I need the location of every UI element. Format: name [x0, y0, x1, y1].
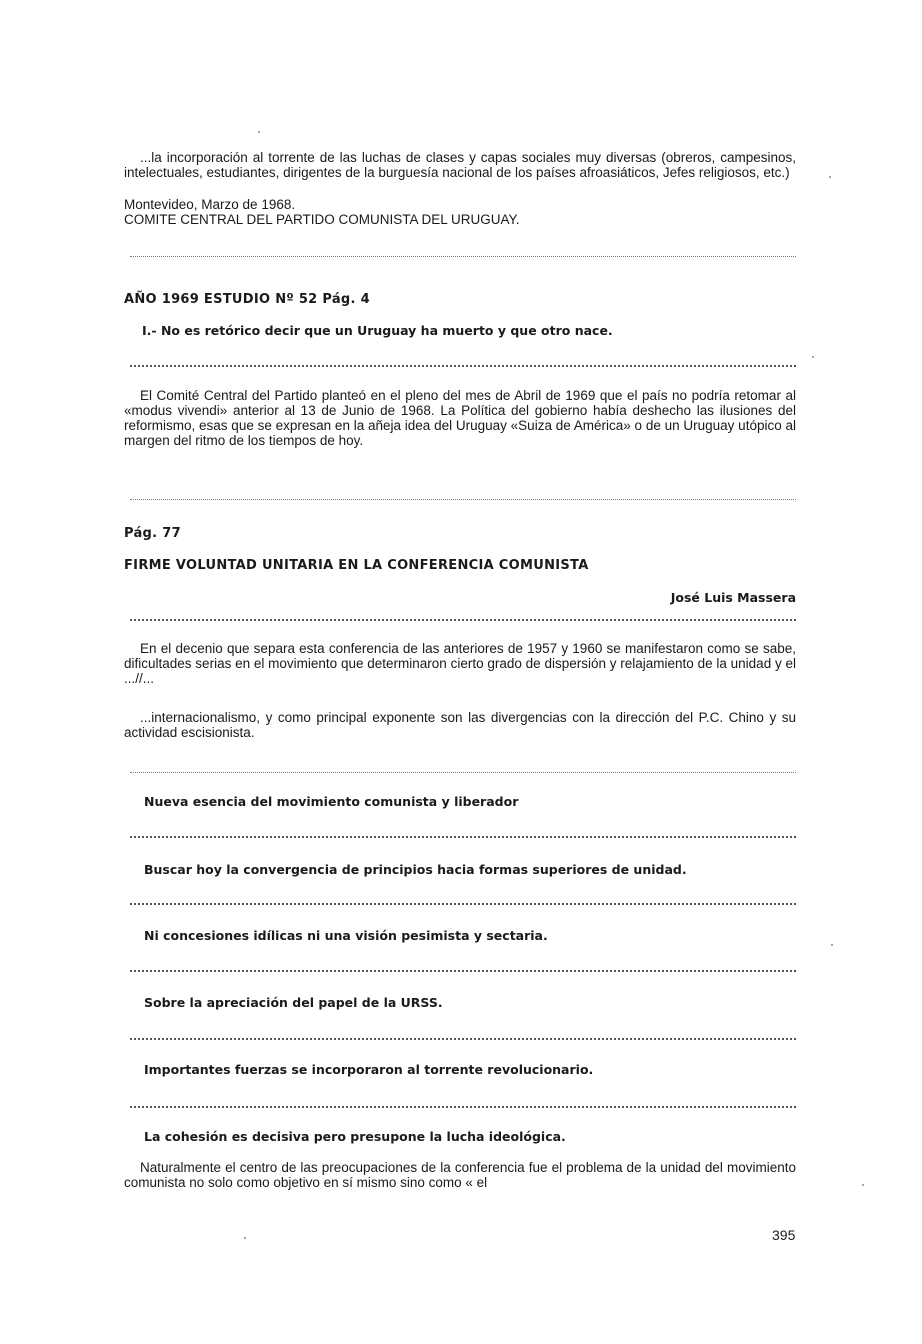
dotted-divider	[130, 1106, 796, 1108]
scan-speck	[258, 131, 260, 133]
section1-paragraph: El Comité Central del Partido planteó en el pleno del mes de Abril de 1969 que el país no podría retomar al «modus vivendi» anterior al 13 de Junio de 1968. La Política del gobierno había deshecho las ilusiones del reformismo, esas que se expresan en la añeja idea del Uruguay «Suiza de América» o de un Uruguay utópico al margen del ritmo de los tiempos de hoy.	[124, 388, 796, 448]
section2-body-1	[124, 641, 796, 686]
section2-body-2	[124, 710, 796, 740]
place-date: Montevideo, Marzo de 1968.	[124, 197, 296, 212]
scan-speck	[829, 176, 831, 178]
dotted-divider	[130, 1038, 796, 1040]
subheading: Nueva esencia del movimiento comunista y liberador	[144, 794, 519, 809]
section2-paragraph-3: Naturalmente el centro de las preocupaciones de la conferencia fue el problema de la unidad del movimiento comunista no solo como objetivo en sí mismo sino como « el	[124, 1160, 796, 1190]
dotted-divider	[130, 619, 796, 621]
dotted-divider	[130, 836, 796, 838]
dotted-divider	[130, 903, 796, 905]
dotted-divider	[130, 970, 796, 972]
subheading: Buscar hoy la convergencia de principios hacia formas superiores de unidad.	[144, 862, 687, 877]
scan-speck	[812, 356, 814, 358]
section2-title: FIRME VOLUNTAD UNITARIA EN LA CONFERENCIA COMUNISTA	[124, 558, 589, 573]
subheading: Importantes fuerzas se incorporaron al torrente revolucionario.	[144, 1062, 594, 1077]
section1-subheading: I.- No es retórico decir que un Uruguay ha muerto y que otro nace.	[142, 323, 613, 338]
section2-author: José Luis Massera	[670, 590, 796, 605]
intro-paragraph: ...la incorporación al torrente de las luchas de clases y capas sociales muy diversas (obreros, campesinos, intelectuales, estudiantes, dirigentes de la burguesía nacional de los países afroasiáticos, Jefes religiosos, etc.)	[124, 150, 796, 180]
scan-speck	[862, 1184, 864, 1186]
section2-paragraph-2: ...internacionalismo, y como principal exponente son las divergencias con la dirección del P.C. Chino y su actividad escisionista.	[124, 710, 796, 740]
subheading: Sobre la apreciación del papel de la URSS.	[144, 995, 443, 1010]
dotted-divider	[130, 499, 796, 500]
dotted-divider	[130, 772, 796, 773]
section1-heading: AÑO 1969 ESTUDIO Nº 52 Pág. 4	[124, 292, 370, 307]
section2-paragraph-1: En el decenio que separa esta conferencia de las anteriores de 1957 y 1960 se manifestaron como se sabe, dificultades serias en el movimiento que determinaron cierto grado de dispersión y relajamiento de la unidad y el ...//...	[124, 641, 796, 686]
subheading: Ni concesiones idílicas ni una visión pesimista y sectaria.	[144, 928, 548, 943]
page-number: 395	[772, 1227, 796, 1243]
section2-body-3	[124, 1160, 796, 1190]
section2-page-ref: Pág. 77	[124, 526, 181, 541]
subheading: La cohesión es decisiva pero presupone la lucha ideológica.	[144, 1129, 566, 1144]
section1-body	[124, 388, 796, 448]
signature: COMITE CENTRAL DEL PARTIDO COMUNISTA DEL URUGUAY.	[124, 212, 520, 227]
scan-speck	[831, 944, 833, 946]
dotted-divider	[130, 365, 796, 367]
dotted-divider	[130, 256, 796, 257]
intro-block	[124, 150, 796, 180]
scan-speck	[244, 1237, 246, 1239]
